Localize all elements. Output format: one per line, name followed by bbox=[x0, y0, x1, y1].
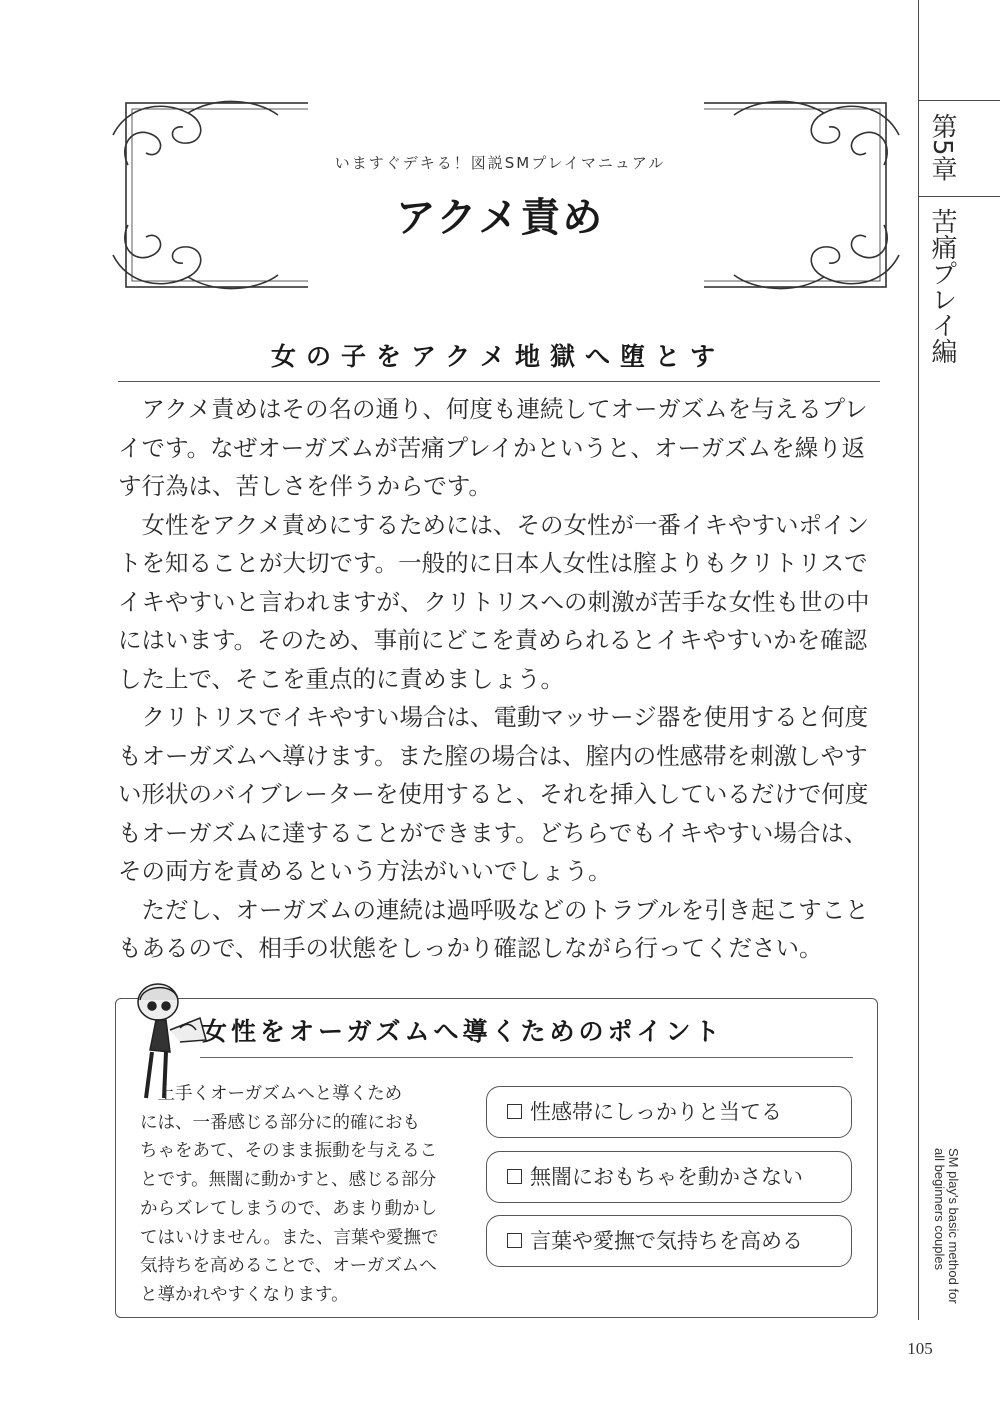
body-paragraph: アクメ責めはその名の通り、何度も連続してオーガズムを与えるプレイです。なぜオーガズムが苦痛プレイかというと、オーガズムを繰り返す行為は、苦しさを伴うからです。 bbox=[118, 395, 868, 500]
subheading-rule bbox=[118, 381, 880, 382]
english-tagline: SM play's basic method for all beginners couples bbox=[932, 1148, 961, 1304]
body-text bbox=[118, 390, 888, 968]
body-paragraph: ただし、オーガズムの連続は過呼吸などのトラブルを引き起こすこともあるので、相手の状態をしっかり確認しながら行ってください。 bbox=[118, 895, 869, 962]
rail-separator-top bbox=[918, 100, 1000, 101]
page-number: 105 bbox=[907, 1339, 933, 1358]
point-box-rule bbox=[200, 1057, 853, 1058]
checklist-label: 性感帯にしっかりと当てる bbox=[530, 1100, 782, 1124]
point-text-line: てはいけません。また、言葉や愛撫で bbox=[140, 1227, 439, 1248]
point-text-line: とです。無闇に動かすと、感じる部分 bbox=[140, 1170, 437, 1191]
body-paragraph: クリトリスでイキやすい場合は、電動マッサージ器を使用すると何度もオーガズムへ導けます。また膣の場合は、膣内の性感帯を刺激しやすい形状のバイブレーターを使用すると、それを挿入しているだけで何度もオーガズムに達することができます。どちらでもイキやすい場合は、その両方を責めるという方法がいいでしょう。 bbox=[118, 703, 869, 885]
point-text-line: からズレてしまうので、あまり動かし bbox=[140, 1198, 438, 1219]
checklist-item bbox=[486, 1086, 852, 1138]
point-text-line: 気持ちを高めることで、オーガズムへ bbox=[140, 1256, 437, 1277]
body-paragraph: 女性をアクメ責めにするためには、その女性が一番イキやすいポイントを知ることが大切です。一般的に日本人女性は膣よりもクリトリスでイキやすいと言われますが、クリトリスへの刺激が苦手な女性も世の中にはいます。そのため、事前にどこを責められるとイキやすいかを確認した上で、そこを重点的に責めましょう。 bbox=[118, 510, 870, 693]
checklist-label: 言葉や愛撫で気持ちを高める bbox=[530, 1229, 803, 1253]
point-text-line: ちゃをあて、そのまま振動を与えるこ bbox=[140, 1141, 438, 1162]
rail-separator-bottom bbox=[918, 196, 1000, 197]
book-kicker: いますぐデキる！図説SMプレイマニュアル bbox=[334, 154, 666, 172]
rail-divider bbox=[918, 0, 919, 1320]
checkbox-icon bbox=[507, 1104, 522, 1119]
checklist-item bbox=[486, 1215, 852, 1267]
checklist-label: 無闇におもちゃを動かさない bbox=[530, 1165, 803, 1189]
point-box-text bbox=[140, 1080, 478, 1310]
point-box-title: 女性をオーガズムへ導くためのポイント bbox=[202, 1017, 724, 1046]
page-title: アクメ責め bbox=[395, 195, 605, 241]
chapter-label: 第5章 bbox=[927, 113, 957, 182]
checkbox-icon bbox=[507, 1233, 522, 1248]
point-text-line: には、一番感じる部分に的確におも bbox=[140, 1112, 420, 1133]
section-subheading: 女の子をアクメ地獄へ堕とす bbox=[270, 342, 725, 371]
point-text-line: 上手くオーガズムへと導くため bbox=[140, 1084, 403, 1104]
section-label: 苦痛プレイ編 bbox=[927, 208, 957, 364]
checkbox-icon bbox=[507, 1169, 522, 1184]
point-text-line: と導かれやすくなります。 bbox=[140, 1284, 349, 1305]
checklist-item bbox=[486, 1151, 852, 1203]
